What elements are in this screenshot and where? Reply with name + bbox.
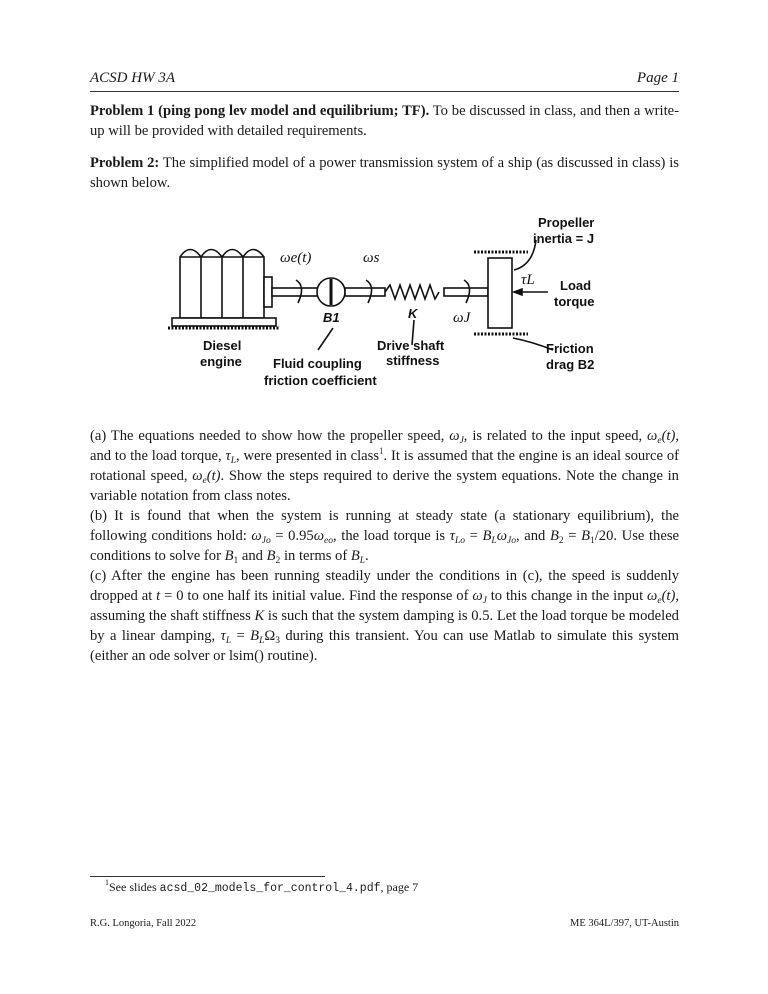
- footnote-filename: acsd_02_models_for_control_4.pdf: [159, 882, 381, 895]
- svg-text:engine: engine: [200, 354, 242, 369]
- problem-1-heading: Problem 1 (ping pong lev model and equilibrium; TF).: [90, 103, 430, 119]
- part-b: (b) It is found that when the system is running at steady state (a stationary equilibrium), the following conditions hold: $\omega_{Jo} = 0.95\omega_{eo}$, the load torque is $\tau_{Lo} = B_L\omega_{Jo}$, and $B_2 = B_1/20$. Use these conditions to solve for $B_1$ and $B_2$ in terms of $B_L$.: [90, 508, 679, 566]
- footer-right: ME 364L/397, UT-Austin: [570, 918, 679, 929]
- svg-text:Load: Load: [560, 278, 592, 293]
- ship-power-transmission-diagram: [168, 210, 618, 395]
- svg-text:Propeller: Propeller: [538, 215, 595, 230]
- svg-text:stiffness: stiffness: [386, 353, 440, 368]
- svg-text:B1: B1: [323, 310, 340, 325]
- footnote-ref[interactable]: 1: [379, 446, 384, 456]
- header-page-number: Page 1: [636, 70, 679, 86]
- header-title: ACSD HW 3A: [90, 70, 175, 86]
- svg-text:Drive shaft: Drive shaft: [377, 338, 445, 353]
- diesel-engine-drawing: [168, 250, 280, 329]
- svg-text:Fluid coupling: Fluid coupling: [273, 356, 362, 371]
- svg-text:Diesel: Diesel: [203, 338, 242, 353]
- label-omega-j: ωJ: [453, 310, 471, 326]
- label-tau-l: τL: [521, 272, 535, 288]
- problem-1-text: To be discussed in class, and then a write-up will be provided with detailed requirements.: [90, 103, 679, 139]
- footer-left: R.G. Longoria, Fall 2022: [90, 918, 197, 929]
- label-omega-e: ωe(t): [280, 250, 312, 266]
- svg-text:drag B2: drag B2: [546, 357, 595, 372]
- page-header: [90, 70, 679, 90]
- svg-text:Friction: Friction: [546, 341, 594, 356]
- part-a: (a) The equations needed to show how the propeller speed, $\omega_J$, is related to the input speed, $\omega_e(t)$, and to the load torque, $\tau_L$, were presented in class$^1$. It is assumed that the engine is an ideal source of rotational speed, $\omega_e(t)$. Show the steps required to derive the system equations. Note the change in variable notation from class notes.: [90, 428, 679, 504]
- label-omega-s: ωs: [363, 250, 380, 266]
- part-c: (c) After the engine has been running steadily under the conditions in (c), the speed is suddenly dropped at t = 0 to one half its initial value. Find the response of $\omega_J$ to this change in the input $\omega_e(t)$, assuming the shaft stiffness K is such that the system damping is 0.5. Let the load torque be modeled by a linear damping, $\tau_L = B_L\Omega_3$ during this transient. You can use Matlab to simulate this system (either an ode solver or lsim() routine).: [90, 568, 679, 664]
- footnote: $^1$See slides acsd_02_models_for_control_4.pdf, page 7: [105, 878, 419, 895]
- problem-2-heading: Problem 2:: [90, 155, 160, 171]
- problem-1: [90, 101, 679, 141]
- svg-text:friction coefficient: friction coefficient: [264, 373, 377, 388]
- svg-text:K: K: [408, 306, 418, 321]
- problem-2-text: The simplified model of a power transmission system of a ship (as discussed in class) is shown below.: [90, 155, 679, 191]
- problem-2: [90, 153, 679, 193]
- svg-text:torque: torque: [554, 294, 595, 309]
- svg-text:inertia = J: inertia = J: [533, 231, 595, 246]
- footnote-rule: [90, 876, 325, 877]
- header-rule: [90, 91, 679, 92]
